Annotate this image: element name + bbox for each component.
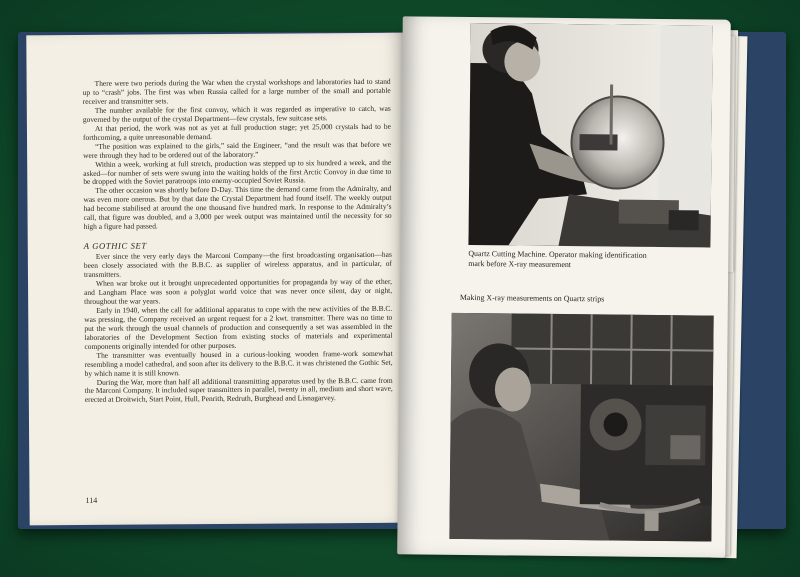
left-page-text (83, 78, 393, 406)
paragraph: Ever since the very early days the Marconi Company—the first broadcasting organisation—has been closely associated with the B.B.C. as supplier of wireless apparatus, and in particular, of transmitters. (83, 249, 392, 279)
paragraph: Early in 1940, when the call for additional apparatus to cope with the new activities of the B.B.C. was pressing, the Company received an urgent request for a 2 kwt. transmitter. There was no time to put the work through the usual channels of production and consequently a set was assembled in the laboratories of the Development Section from existing stocks of materials and experimental components originally intended for other purposes. (84, 303, 393, 351)
paragraph: The transmitter was eventually housed in a curious-looking wooden frame-work somewhat resembling a model cathedral, and soon after its delivery to the B.B.C. it was christened the Gothic Set, by which name it is still known. (84, 348, 393, 378)
photo-quartz-cutting-image (468, 23, 712, 248)
paragraph: “The position was explained to the girls,” said the Engineer, “and the result was that before we were through they had to be ordered out of the laboratory.” (83, 139, 392, 160)
left-page (26, 33, 407, 526)
paragraph: At that period, the work was not as yet at full production stage; yet 25,000 crystals had to be forthcoming, a quite unreasonable demand. (82, 121, 391, 142)
paragraph: When war broke out it brought unprecedented opportunities for propaganda by way of the ether, and Langham Place was soon a polyglot world voice that was never once silent, day or night, throughout the war years. (84, 276, 393, 306)
right-page (397, 16, 731, 557)
caption-bottom: Making X-ray measurements on Quartz strips (459, 292, 605, 304)
caption-top-line1: Quartz Cutting Machine. Operator making identification (468, 248, 647, 260)
photo-xray-image (449, 313, 713, 542)
paragraph: The number available for the first convoy, which it was regarded as imperative to catch, was governed by the output of the crystal Department—few crystals, few suitcase sets. (82, 103, 391, 124)
section-heading: A GOTHIC SET (83, 240, 147, 252)
paragraph: The other occasion was shortly before D-Day. This time the demand came from the Admiralty, and was even more onerous. But by that date the Crystal Department had found itself. The weekly output had become stabilised at around the one thousand five hundred mark. In response to the Admiralty’s call, that figure was doubled, and a 3,000 per week output was maintained until the necessity for so high a figure had passed. (83, 184, 392, 232)
photo-xray-measurements (449, 313, 713, 542)
caption-top (468, 249, 647, 270)
photo-quartz-cutting-machine (468, 23, 712, 248)
paragraph: There were two periods during the War when the crystal workshops and laboratories had to stand up to “crash” jobs. The first was when Russia called for a large number of the small and portable receiver and transmitter sets. (82, 76, 391, 106)
page-number: 114 (85, 495, 98, 505)
caption-top-line2: mark before X-ray measurement (468, 258, 572, 269)
paragraph: Within a week, working at full stretch, production was stepped up to six hundred a week, and the asked—for number of sets were swung into the waiting holds of the first Arctic Convoy in due time to be dropped with the Soviet paratroops into enemy-occupied Soviet Russia. (83, 157, 392, 187)
paragraph: During the War, more than half all additional transmitting apparatus used by the B.B.C. came from the Marconi Company. It included super transmitters in parallel, twenty in all, medium and short wave, erected at Droitwich, Start Point, Hull, Penrith, Redruth, Burghead and Lisnagarvey. (84, 375, 393, 405)
